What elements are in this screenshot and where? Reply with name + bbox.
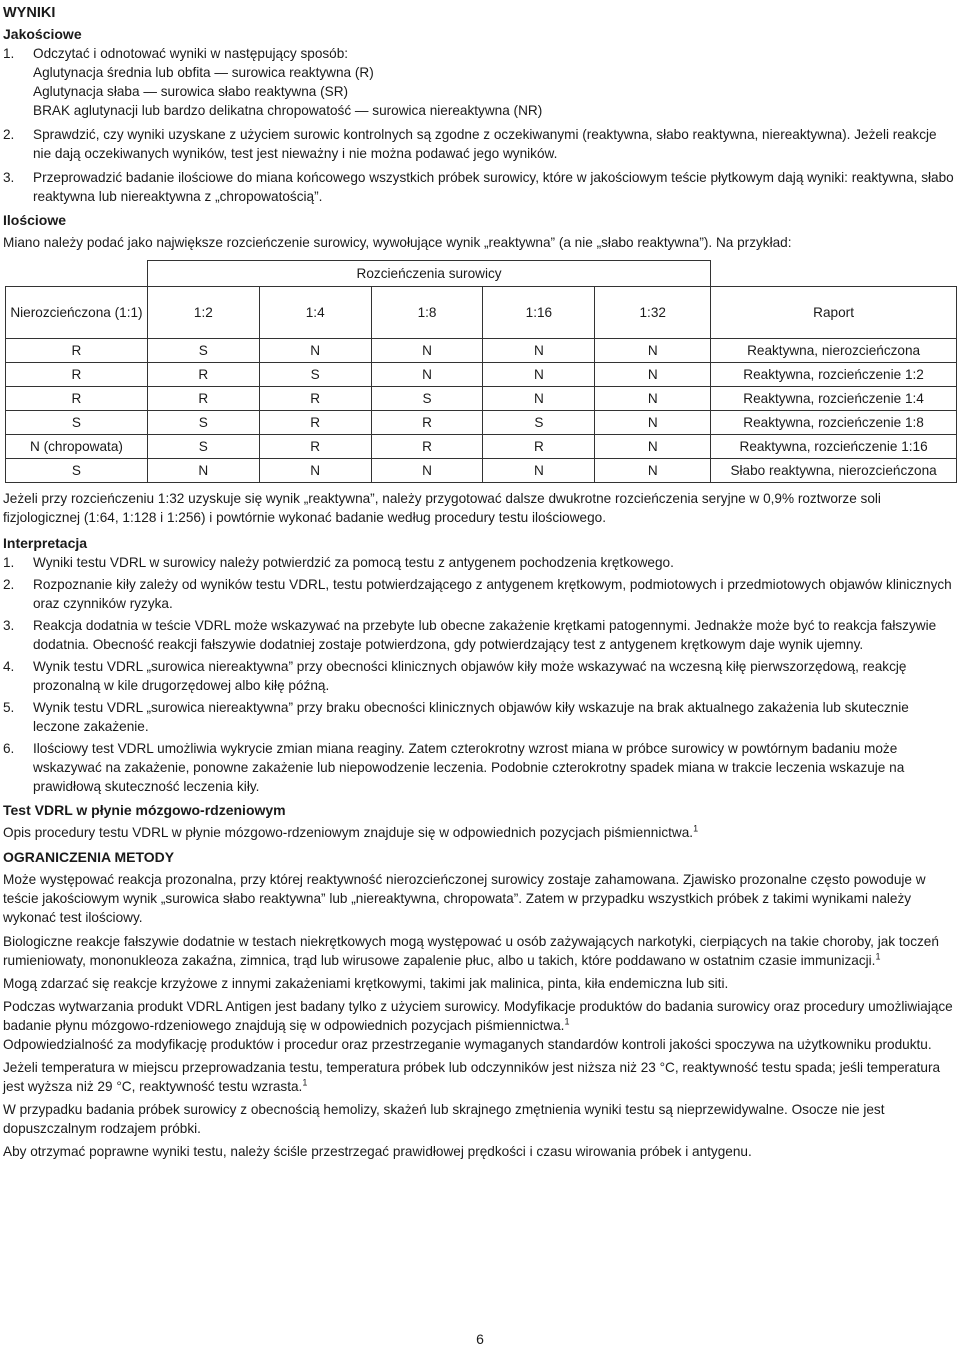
item-text: Reakcja dodatnia w teście VDRL może wskazywać na przebyte lub obecne zakażenie krętkami patogennymi. Jednakże może być to reakcja fałszywie dodatnia. Obecność reakcji fałszywie dodatniej zostaje potwierdzona, gdy potwierdzający test z antygenem krętkowym daje wynik ujemny. (33, 618, 937, 652)
section-heading-limitations: OGRANICZENIA METODY (3, 849, 175, 865)
paragraph-text: Jeżeli temperatura w miejscu przeprowadzania testu, temperatura próbek lub odczynników jest niższa niż 23 °C, reaktywność testu spada; jeśli temperatura jest wyższa niż 29 °C, reaktywność testu wzrasta. (3, 1060, 941, 1094)
table-cell: S (147, 339, 259, 363)
subheading-interpretation: Interpretacja (3, 535, 88, 551)
subheading-qualitative: Jakościowe (3, 26, 82, 42)
list-item (3, 575, 955, 613)
list-item (3, 168, 955, 206)
item-number: 3. (3, 170, 15, 185)
csf-text-body: Opis procedury testu VDRL w płynie mózgowo-rdzeniowym znajduje się w odpowiednich pozycjach piśmiennictwa. (3, 825, 694, 840)
item-text: Odczytać i odnotować wyniki w następujący sposób: (33, 46, 349, 61)
table-cell: N (483, 459, 595, 483)
table-cell: Reaktywna, rozcieńczenie 1:2 (711, 363, 957, 387)
table-cell: R (259, 387, 371, 411)
table-row (6, 339, 957, 363)
table-cell: N (371, 459, 483, 483)
reference-superscript: 1 (875, 951, 881, 962)
table-cell: R (147, 363, 259, 387)
section-heading-results: WYNIKI (3, 5, 56, 21)
dilutions-group-header: Rozcieńczenia surowicy (147, 261, 710, 287)
table-cell: R (6, 339, 148, 363)
subheading-quantitative: Ilościowe (3, 212, 67, 228)
limitations-paragraph: Mogą zdarzać się reakcje krzyżowe z innymi zakażeniami krętkowymi, takimi jak malinica, pinta, kiła endemiczna lub siti. (3, 976, 729, 991)
list-item (3, 698, 955, 736)
header-dilution: 1:4 (259, 287, 371, 339)
limitations-paragraph (3, 932, 955, 970)
table-cell: Reaktywna, nierozcieńczona (711, 339, 957, 363)
table-cell: R (483, 435, 595, 459)
result-rule: BRAK aglutynacji lub bardzo delikatna chropowatość — surowica niereaktywna (NR) (33, 103, 543, 118)
table-cell: S (147, 435, 259, 459)
item-number: 4. (3, 659, 15, 674)
document-page (3, 3, 955, 1161)
limitations-paragraph (3, 997, 955, 1035)
table-cell: Reaktywna, rozcieńczenie 1:8 (711, 411, 957, 435)
list-item (3, 44, 955, 120)
table-cell: S (147, 411, 259, 435)
table-cell: N (371, 363, 483, 387)
header-dilution: 1:2 (147, 287, 259, 339)
header-dilution: 1:8 (371, 287, 483, 339)
item-number: 2. (3, 127, 15, 142)
paragraph-text: Podczas wytwarzania produkt VDRL Antigen jest badany tylko z użyciem surowicy. Modyfikacje produktów do badania surowicy oraz procedury umożliwiające badanie płynu mózgowo-rdzeniowego znajdują się w odpowiednich pozycjach piśmiennictwa. (3, 999, 953, 1033)
list-item (3, 616, 955, 654)
table-cell: N (147, 459, 259, 483)
item-text: Wynik testu VDRL „surowica niereaktywna” przy obecności klinicznych objawów kiły może wskazywać na wczesną kiłę pierwszorzędową, reakcję prozonalną w kile drugorzędowej albo kiłę późną. (33, 659, 907, 693)
item-text: Wyniki testu VDRL w surowicy należy potwierdzić za pomocą testu z antygenem pochodzenia krętkowego. (33, 555, 674, 570)
table-cell: R (371, 435, 483, 459)
quantitative-intro: Miano należy podać jako największe rozcieńczenie surowicy, wywołujące wynik „reaktywna” (a nie „słabo reaktywna”). Na przykład: (3, 235, 792, 250)
table-cell: S (371, 387, 483, 411)
table-cell: R (147, 387, 259, 411)
page-number: 6 (476, 1331, 484, 1347)
limitations-paragraph: W przypadku badania próbek surowicy z obecnością hemolizy, skażeń lub skrajnego zmętnienia wyniki testu są nieprzewidywalne. Osocze nie jest dopuszczalnym rodzajem próbki. (3, 1102, 885, 1136)
table-cell: N (chropowata) (6, 435, 148, 459)
item-number: 3. (3, 618, 15, 633)
table-cell: Słabo reaktywna, nierozcieńczona (711, 459, 957, 483)
item-text: Wynik testu VDRL „surowica niereaktywna” przy braku obecności klinicznych objawów kiły wskazuje na brak aktualnego zakażenia lub skutecznie leczone zakażenie. (33, 700, 909, 734)
table-cell: S (6, 459, 148, 483)
item-text: Ilościowy test VDRL umożliwia wykrycie zmian miana reaginy. Zatem czterokrotny wzrost miana w próbce surowicy w powtórnym badaniu może wskazywać na zakażenie, ponowne zakażenie lub niepowodzenie leczenia. Podobnie czterokrotny spadek miana w trakcie leczenia wskazuje na prawidłową skuteczność leczenia kiły. (33, 741, 905, 794)
reference-superscript: 1 (564, 1016, 570, 1027)
dilution-table (5, 260, 957, 483)
table-cell: N (595, 459, 711, 483)
table-row (6, 363, 957, 387)
table-cell: N (595, 411, 711, 435)
list-item (3, 657, 955, 695)
table-cell: R (259, 411, 371, 435)
table-cell: N (483, 363, 595, 387)
table-row (6, 459, 957, 483)
table-cell: S (6, 411, 148, 435)
header-report: Raport (711, 287, 957, 339)
limitations-paragraph: Odpowiedzialność za modyfikację produktów i procedur oraz przestrzeganie wymaganych standardów kontroli jakości spoczywa na użytkowniku produktu. (3, 1037, 932, 1052)
table-cell: S (259, 363, 371, 387)
result-rule: Aglutynacja średnia lub obfita — surowica reaktywna (R) (33, 65, 374, 80)
limitations-paragraph: Może występować reakcja prozonalna, przy której reaktywność nierozcieńczonej surowicy zostaje zahamowana. Zjawisko prozonalne często powoduje w teście jakościowym wynik „surowica słabo reaktywna” lub „niereaktywna, chropowata”. Zatem w przypadku wszystkich próbek z takimi wynikami należy wykonać test ilościowy. (3, 872, 926, 925)
subheading-csf: Test VDRL w płynie mózgowo-rdzeniowym (3, 802, 286, 818)
interpretation-list (3, 553, 955, 796)
after-table-note: Jeżeli przy rozcieńczeniu 1:32 uzyskuje się wynik „reaktywna”, należy przygotować dalsze dwukrotne rozcieńczenia seryjne w 0,9% roztworze soli fizjologicznej (1:64, 1:128 i 1:256) i powtórnie wykonać badanie według procedury testu ilościowego. (3, 491, 881, 525)
table-cell: N (483, 387, 595, 411)
list-item (3, 739, 955, 796)
item-number: 1. (3, 46, 15, 61)
table-cell: N (483, 339, 595, 363)
item-text: Przeprowadzić badanie ilościowe do miana końcowego wszystkich próbek surowicy, które w jakościowym teście płytkowym dają wyniki: reaktywna, słabo reaktywna lub niereaktywna z „chropowatością”. (33, 170, 954, 204)
table-cell: R (371, 411, 483, 435)
limitations-paragraph: Aby otrzymać poprawne wyniki testu, należy ściśle przestrzegać prawidłowej prędkości i czasu wirowania próbek i antygenu. (3, 1144, 752, 1159)
table-row (6, 387, 957, 411)
table-cell: N (259, 459, 371, 483)
table-cell: N (595, 339, 711, 363)
table-cell: N (595, 387, 711, 411)
header-undiluted: Nierozcieńczona (1:1) (6, 287, 148, 339)
reference-superscript: 1 (302, 1077, 308, 1088)
item-number: 2. (3, 577, 15, 592)
list-item (3, 553, 955, 572)
item-number: 5. (3, 700, 15, 715)
table-cell: N (595, 435, 711, 459)
table-cell: N (371, 339, 483, 363)
result-rule: Aglutynacja słaba — surowica słabo reaktywna (SR) (33, 84, 349, 99)
csf-text (3, 823, 955, 842)
paragraph-text: Biologiczne reakcje fałszywie dodatnie w testach niekrętkowych mogą występować u osób zażywających narkotyki, cierpiących na takie choroby, jak toczeń rumieniowaty, mononukleoza zakaźna, zimnica, trąd lub wirusowe zapalenie płuc, albo u takich, które poddawano w ostatnim czasie immunizacji. (3, 934, 939, 968)
table-row (6, 411, 957, 435)
header-dilution: 1:32 (595, 287, 711, 339)
limitations-paragraph (3, 1058, 955, 1096)
table-cell: S (483, 411, 595, 435)
reference-superscript: 1 (693, 823, 699, 834)
table-cell: R (6, 363, 148, 387)
table-cell: N (259, 339, 371, 363)
qualitative-list (3, 44, 955, 206)
item-text: Sprawdzić, czy wyniki uzyskane z użyciem surowic kontrolnych są zgodne z oczekiwanymi (reaktywna, słabo reaktywna, niereaktywna). Jeżeli reakcje nie dają oczekiwanych wyników, test jest nieważny i nie można podawać jego wyników. (33, 127, 937, 161)
item-text: Rozpoznanie kiły zależy od wyników testu VDRL, testu potwierdzającego z antygenem krętkowym, podmiotowych i przedmiotowych objawów klinicznych oraz czynników ryzyka. (33, 577, 952, 611)
table-cell: N (595, 363, 711, 387)
table-row (6, 435, 957, 459)
table-cell: R (6, 387, 148, 411)
header-dilution: 1:16 (483, 287, 595, 339)
item-number: 1. (3, 555, 15, 570)
item-number: 6. (3, 741, 15, 756)
list-item (3, 125, 955, 163)
table-cell: R (259, 435, 371, 459)
table-cell: Reaktywna, rozcieńczenie 1:16 (711, 435, 957, 459)
table-cell: Reaktywna, rozcieńczenie 1:4 (711, 387, 957, 411)
